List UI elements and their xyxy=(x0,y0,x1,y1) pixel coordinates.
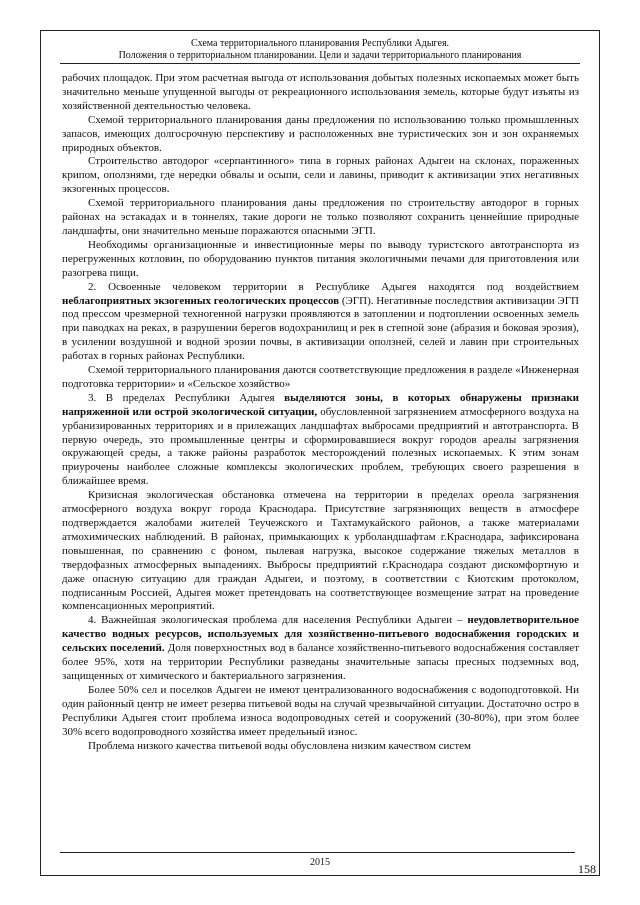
paragraph xyxy=(62,281,579,364)
paragraph-text: Схемой территориального планирования даны предложения по строительству автодорог в горных районах на эстакадах и в тоннелях, такие дороги не только позволяют сохранить ценнейшие природные ландшафты, они значительно меньше поражаются опасными ЭГП. xyxy=(62,197,579,237)
paragraph-text: Необходимы организационные и инвестиционные меры по выводу туристского автотранспорта из перегруженных котловин, по оборудованию пунктов питания экологичными печами для приготовления или разогрева пищи. xyxy=(62,238,579,279)
paragraph xyxy=(62,684,579,740)
paragraph-text: Доля поверхностных вод в балансе хозяйственно-питьевого водоснабжения составляет более 95%, хотя на территории Республики разведаны значительные запасы пресных подземных вод, защищенных от химического и бактериального загрязнения. xyxy=(62,642,579,682)
paragraph-text: Кризисная экологическая обстановка отмечена на территории в пределах ореола загрязнения атмосферного воздуха вокруг города Краснодара. Присутствие загрязняющих веществ в атмосфере подтверждается жалобами жителей Теучежского и Тахтамукайского районов, а также материалами атмохимических наблюдений. В районах, примыкающих к урболандшафтам г.Краснодара, зафиксирована повышенная, по сравнению с фоном, пылевая нагрузка, высокое содержание тяжелых металлов в твердофазных атмосферных выпадениях. Выбросы предприятий г.Краснодара создают дискомфортную и даже опасную ситуацию для граждан Адыгеи, и поэтому, в соответствии с Киотским протоколом, подписанным Россией, Адыгея может претендовать на соответствующее возмещение затрат на проведение компенсационных мероприятий. xyxy=(62,489,579,613)
paragraph xyxy=(62,740,579,754)
paragraph-text: рабочих площадок. При этом расчетная выгода от использования добытых полезных ископаемых может быть значительно меньше упущенной выгоды от рекреационного использования земель, которые будут изъяты из хозяйственной деятельностью человека. xyxy=(62,72,579,112)
paragraph-text: 4. Важнейшая экологическая проблема для населения Республики Адыгеи – xyxy=(88,614,468,627)
paragraph-text: Проблема низкого качества питьевой воды обусловлена низким качеством систем xyxy=(88,739,471,752)
paragraph-text: Схемой территориального планирования даются соответствующие предложения в разделе «Инженерная подготовка территории» и «Сельское хозяйство» xyxy=(62,364,579,390)
paragraph xyxy=(62,614,579,684)
bold-text: неблагоприятных экзогенных геологических процессов xyxy=(62,294,340,307)
paragraph-text: Более 50% сел и поселков Адыгеи не имеют централизованного водоснабжения с водоподготовкой. Ни один районный центр не имеет резерва питьевой воды на случай чрезвычайной ситуации. Достаточно остро в Республики Адыгея стоит проблема износа водопроводных сетей и сооружений (30-80%), при этом более 30% всего водопроводного хозяйства имеет предельный износ. xyxy=(62,683,579,738)
paragraph xyxy=(62,197,579,239)
paragraph xyxy=(62,392,579,489)
paragraph xyxy=(62,489,579,614)
header-subtitle: Положения о территориальном планировании. Цели и задачи территориального планирования xyxy=(118,50,522,61)
footer-year: 2015 xyxy=(310,857,330,868)
paragraph xyxy=(62,364,579,392)
paragraph xyxy=(62,72,579,114)
paragraph-text: обусловленной загрязнением атмосферного воздуха на урбанизированных территориях и в прилежащих ландшафтах выбросами предприятий и автотранспорта. В первую очередь, это промышленные центры и сформировавшиеся вокруг городов ареалы загрязнения окружающей среды, а также районы разработок месторождений полезных ископаемых. К этим зонам приурочены наиболее сложные комплексы экологических проблем, требующих своего разрешения в ближайшее время. xyxy=(62,405,579,488)
bold-text: неудовлетворительное качество водных ресурсов, используемых для хозяйственно-питьевого водоснабжения городских и сельских поселений. xyxy=(62,614,579,655)
paragraph-text: Схемой территориального планирования даны предложения по использованию только промышленных запасов, имеющих долгосрочную перспективу и расположенных вне туристических зон и зон охраняемых природных объектов. xyxy=(62,113,579,154)
document-body xyxy=(62,72,579,753)
paragraph xyxy=(62,155,579,197)
header-divider xyxy=(60,63,580,64)
page-number: 158 xyxy=(578,862,596,876)
paragraph-text: 3. В пределах Республики Адыгея xyxy=(88,391,285,404)
bold-text: выделяются зоны, в которых обнаружены признаки напряженной или острой экологической ситуации, xyxy=(62,391,580,418)
paragraph-text: Строительство автодорог «серпантинного» типа в горных районах Адыгеи на склонах, пораженных крипом, оползнями, где нередки обвалы и осыпи, сели и лавины, приводит к активизации этих негативных экзогенных процессов. xyxy=(62,155,579,196)
paragraph-text: (ЭГП). Негативные последствия активизации ЭГП под прессом чрезмерной техногенной нагрузки проявляются в затоплении и подтоплении освоенных земель при паводках на реках, в разрушении берегов водохранилищ и рек в степной зоне (абразия и боковая эрозия), в усилении воздушной и водной эрозии почвы, в активизации оползней, селей и лавин при строительных работах в горных районах Республики. xyxy=(62,294,579,363)
footer-divider xyxy=(60,852,575,853)
paragraph xyxy=(62,114,579,156)
running-header xyxy=(40,38,600,62)
paragraph xyxy=(62,239,579,281)
paragraph-text: 2. Освоенные человеком территории в Республике Адыгея находятся под воздействием xyxy=(88,280,579,293)
header-title: Схема территориального планирования Республики Адыгея. xyxy=(190,38,450,49)
